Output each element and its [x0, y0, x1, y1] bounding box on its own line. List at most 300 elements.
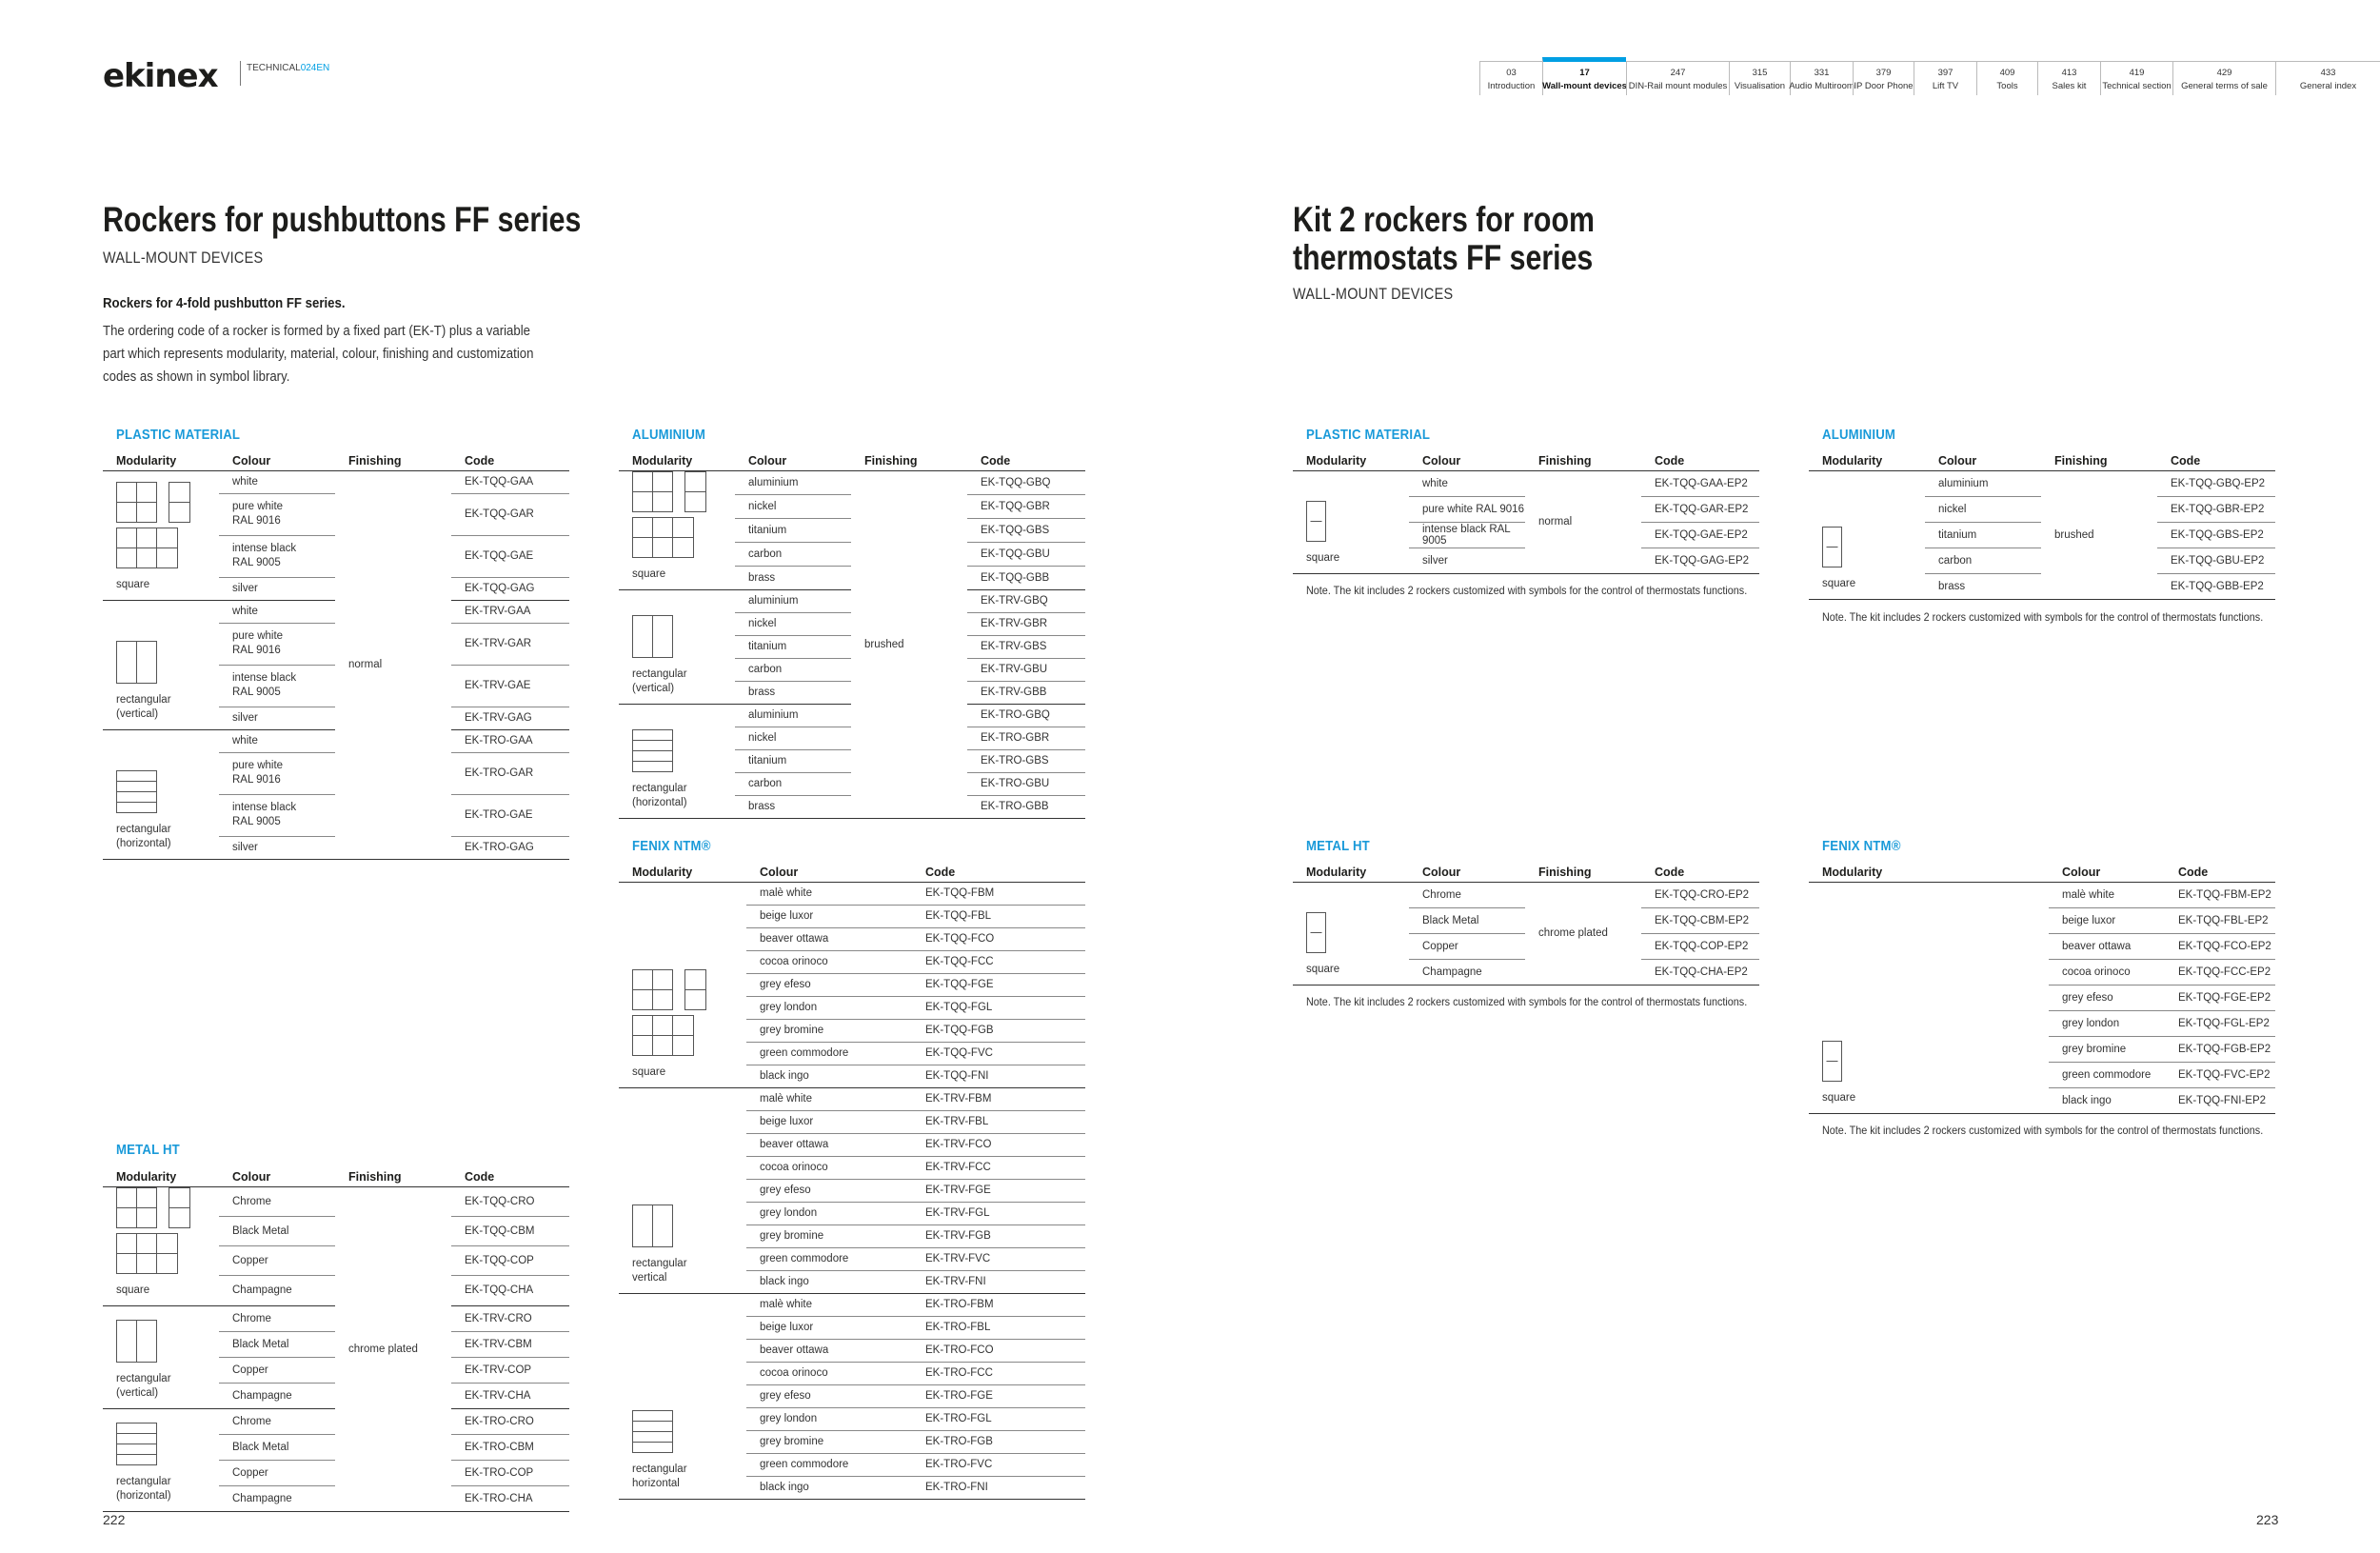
code-cell: EK-TRV-FCO — [912, 1133, 1085, 1156]
modularity-label: horizontal — [632, 1477, 680, 1489]
rectangular-horizontal-icon — [116, 770, 158, 814]
colour-label: aluminium — [748, 709, 799, 721]
colour-label: nickel — [748, 732, 777, 744]
colour-cell — [746, 1384, 912, 1407]
modularity-label: vertical — [632, 1271, 667, 1284]
colour-cell — [746, 1430, 912, 1453]
colour-label: Chrome — [232, 1415, 271, 1427]
colour-label: carbon — [748, 778, 783, 789]
colour-label: beaver ottawa — [2062, 940, 2132, 952]
square-modularity-icon — [632, 969, 724, 1057]
code-cell: EK-TQQ-FCO — [912, 927, 1085, 950]
finishing-cell: normal — [335, 470, 451, 859]
column-header-finishing: Finishing — [851, 448, 967, 470]
table-kit-metal — [1293, 859, 1759, 986]
code-cell: EK-TRO-FVC — [912, 1453, 1085, 1476]
rectangular-horizontal-icon — [632, 729, 674, 773]
code-cell: EK-TRO-FBL — [912, 1316, 1085, 1339]
colour-label: grey bromine — [2062, 1043, 2127, 1055]
colour-cell — [219, 470, 335, 493]
column-header-colour: Colour — [1925, 448, 2041, 470]
code-cell: EK-TQQ-FBL-EP2 — [2165, 907, 2275, 933]
column-header-colour: Colour — [1409, 859, 1525, 882]
colour-cell — [219, 1408, 335, 1434]
table-plastic — [103, 448, 569, 860]
colour-label: beaver ottawa — [760, 1344, 829, 1356]
modularity-label: (horizontal) — [116, 837, 171, 849]
nav-tab-number: 17 — [1579, 68, 1590, 78]
code-cell: EK-TRO-GBB — [967, 795, 1085, 818]
code-cell: EK-TQQ-FVC-EP2 — [2165, 1062, 2275, 1087]
colour-cell — [219, 493, 335, 535]
colour-cell — [2049, 959, 2165, 985]
table-row — [103, 470, 569, 493]
colour-cell — [219, 1331, 335, 1357]
colour-label: aluminium — [1938, 477, 1989, 489]
colour-cell — [735, 589, 851, 612]
colour-cell — [219, 1460, 335, 1485]
colour-cell — [746, 1156, 912, 1179]
modularity-label: rectangular — [116, 1475, 171, 1487]
column-header-code: Code — [451, 448, 569, 470]
modularity-label: rectangular — [116, 693, 171, 706]
colour-cell — [746, 1110, 912, 1133]
page-subtitle-right: WALL-MOUNT DEVICES — [1293, 285, 1454, 303]
single-rocker-icon — [1822, 527, 1843, 568]
code-cell: EK-TRV-FVC — [912, 1247, 1085, 1270]
section-title-kit-plastic: PLASTIC MATERIAL — [1306, 427, 1431, 443]
code-cell: EK-TQQ-CHA — [451, 1276, 569, 1305]
nav-tab-6[interactable] — [1914, 62, 1976, 95]
column-header-modularity: Modularity — [1293, 448, 1409, 470]
colour-label: black ingo — [760, 1070, 809, 1082]
colour-cell — [2049, 882, 2165, 907]
colour-label: white — [232, 735, 258, 747]
code-cell: EK-TQQ-GAG — [451, 577, 569, 600]
colour-label: beige luxor — [760, 910, 814, 922]
code-cell: EK-TRV-GBQ — [967, 589, 1085, 612]
column-header-modularity: Modularity — [619, 859, 746, 882]
nav-tab-label: Lift TV — [1932, 81, 1959, 91]
code-cell: EK-TQQ-FGL-EP2 — [2165, 1010, 2275, 1036]
colour-cell — [1925, 496, 2041, 522]
modularity-icon-wrap — [116, 770, 219, 819]
colour-cell — [219, 600, 335, 623]
colour-label-part: pure white — [232, 501, 284, 512]
column-header-colour: Colour — [1409, 448, 1525, 470]
colour-label: Chrome — [1422, 888, 1461, 901]
colour-cell — [735, 518, 851, 542]
colour-label: white — [232, 606, 258, 617]
colour-cell — [2049, 1062, 2165, 1087]
nav-tab-4[interactable] — [1790, 62, 1853, 95]
nav-tab-label: General terms of sale — [2181, 81, 2268, 91]
colour-cell — [219, 794, 335, 836]
colour-label: beige luxor — [2062, 914, 2116, 926]
code-cell: EK-TRO-GAA — [451, 729, 569, 752]
nav-tab-11[interactable] — [2275, 62, 2380, 95]
colour-label: grey london — [760, 1002, 818, 1013]
rectangular-horizontal-icon — [632, 1410, 674, 1454]
page-title-right-line1: Kit 2 rockers for room — [1293, 200, 1595, 239]
nav-tab-9[interactable] — [2100, 62, 2172, 95]
colour-label: white — [1422, 477, 1448, 489]
code-cell: EK-TQQ-CRO-EP2 — [1641, 882, 1759, 907]
code-cell: EK-TQQ-GBB — [967, 566, 1085, 589]
finishing-cell: chrome plated — [1525, 882, 1641, 985]
modularity-cell — [103, 1408, 219, 1511]
modularity-label: rectangular — [632, 1463, 687, 1475]
colour-label: green commodore — [760, 1047, 849, 1059]
colour-cell — [746, 1247, 912, 1270]
modularity-cell — [103, 1305, 219, 1408]
nav-tab-label: Audio Multiroom — [1789, 81, 1854, 91]
code-cell: EK-TQQ-GAR — [451, 493, 569, 535]
colour-label-part: intense black — [232, 802, 297, 813]
table-fenix — [619, 859, 1085, 1500]
modularity-label: (vertical) — [116, 1386, 159, 1399]
colour-cell — [735, 749, 851, 772]
column-header-code: Code — [1641, 859, 1759, 882]
colour-label: silver — [232, 842, 258, 853]
colour-cell — [219, 1186, 335, 1216]
colour-label: carbon — [748, 548, 783, 560]
colour-cell — [1409, 548, 1525, 573]
table-row — [103, 1186, 569, 1216]
colour-cell — [219, 836, 335, 859]
code-cell: EK-TRO-FGL — [912, 1407, 1085, 1430]
colour-label: Champagne — [1422, 966, 1482, 978]
code-cell: EK-TRO-FNI — [912, 1476, 1085, 1499]
modularity-label: square — [1822, 1091, 1856, 1104]
table-row — [619, 1293, 1085, 1316]
colour-cell — [735, 681, 851, 704]
nav-tab-label: General index — [2299, 81, 2357, 91]
table-note: Note. The kit includes 2 rockers customized with symbols for the control of thermostats functions. — [1306, 584, 1748, 597]
colour-cell — [219, 729, 335, 752]
colour-label: Black Metal — [232, 1338, 289, 1350]
square-modularity-icon — [116, 482, 208, 569]
code-cell: EK-TQQ-GAE — [451, 535, 569, 577]
colour-cell — [735, 772, 851, 795]
code-cell: EK-TQQ-GBS — [967, 518, 1085, 542]
colour-label: cocoa orinoco — [2062, 966, 2131, 978]
square-modularity-icon — [632, 471, 724, 559]
colour-label: grey bromine — [760, 1436, 824, 1447]
code-cell: EK-TQQ-GAE-EP2 — [1641, 522, 1759, 548]
table-kit-fenix — [1809, 859, 2275, 1114]
colour-cell — [219, 1357, 335, 1383]
colour-label: malè white — [2062, 888, 2114, 901]
modularity-cell — [619, 704, 735, 818]
colour-cell — [746, 1019, 912, 1042]
colour-label: titanium — [1938, 528, 1977, 541]
colour-label: carbon — [748, 664, 783, 675]
code-cell: EK-TQQ-GBR — [967, 494, 1085, 518]
colour-label: Black Metal — [232, 1441, 289, 1453]
colour-cell — [1409, 959, 1525, 985]
column-header-code: Code — [912, 859, 1085, 882]
code-cell: EK-TRV-GBR — [967, 612, 1085, 635]
nav-tab-5[interactable] — [1853, 62, 1914, 95]
colour-cell — [1409, 522, 1525, 548]
colour-label: silver — [232, 583, 258, 594]
modularity-label: rectangular — [632, 1257, 687, 1269]
colour-cell — [746, 1133, 912, 1156]
colour-label-part: RAL 9005 — [232, 687, 281, 698]
column-header-code: Code — [967, 448, 1085, 470]
code-cell: EK-TQQ-FBM-EP2 — [2165, 882, 2275, 907]
code-cell: EK-TRO-FCC — [912, 1362, 1085, 1384]
code-cell: EK-TRV-FGB — [912, 1224, 1085, 1247]
chapter-nav — [1479, 61, 2380, 95]
nav-tab-number: 413 — [2061, 68, 2077, 78]
modularity-cell — [103, 470, 219, 600]
code-cell: EK-TQQ-GBR-EP2 — [2157, 496, 2275, 522]
code-cell: EK-TRO-FCO — [912, 1339, 1085, 1362]
colour-cell — [1409, 496, 1525, 522]
colour-label: green commodore — [2062, 1068, 2152, 1081]
colour-cell — [735, 494, 851, 518]
code-cell: EK-TRO-GBU — [967, 772, 1085, 795]
modularity-icon-wrap — [632, 1410, 746, 1459]
nav-tab-label: Tools — [1996, 81, 2018, 91]
colour-label-part: RAL 9005 — [232, 816, 281, 827]
code-cell: EK-TQQ-GBB-EP2 — [2157, 573, 2275, 599]
colour-label: grey bromine — [760, 1025, 824, 1036]
colour-label: Champagne — [232, 1284, 292, 1297]
code-cell: EK-TRO-CHA — [451, 1485, 569, 1511]
modularity-label: square — [1306, 963, 1340, 975]
column-header-finishing: Finishing — [1525, 448, 1641, 470]
nav-tab-label: DIN-Rail mount modules — [1628, 81, 1728, 91]
modularity-label: (vertical) — [116, 707, 159, 720]
modularity-cell — [1293, 470, 1409, 573]
colour-label-part: RAL 9016 — [232, 774, 281, 786]
code-cell: EK-TQQ-CHA-EP2 — [1641, 959, 1759, 985]
colour-cell — [2049, 1087, 2165, 1113]
colour-cell — [735, 470, 851, 494]
finishing-cell: brushed — [851, 470, 967, 818]
finishing-cell: chrome plated — [335, 1186, 451, 1511]
code-cell: EK-TQQ-CBM — [451, 1216, 569, 1245]
code-cell: EK-TRO-GAE — [451, 794, 569, 836]
rectangular-vertical-icon — [116, 1320, 158, 1364]
nav-tab-label: Visualisation — [1734, 81, 1786, 91]
colour-cell — [219, 577, 335, 600]
nav-tab-label: Technical section — [2102, 81, 2172, 91]
nav-tab-0[interactable] — [1479, 62, 1542, 95]
colour-label: nickel — [1938, 503, 1967, 515]
column-header-colour: Colour — [735, 448, 851, 470]
colour-label: white — [232, 476, 258, 488]
square-modularity-icon — [116, 1187, 208, 1275]
code-cell: EK-TRV-FGE — [912, 1179, 1085, 1202]
modularity-label: (horizontal) — [116, 1489, 171, 1502]
code-cell: EK-TRV-GBS — [967, 635, 1085, 658]
nav-tab-label: Introduction — [1487, 81, 1536, 91]
colour-cell — [746, 1362, 912, 1384]
colour-label: malè white — [760, 1093, 812, 1105]
table-metal — [103, 1164, 569, 1512]
colour-label-part: pure white — [232, 760, 284, 771]
colour-cell — [219, 1305, 335, 1331]
colour-label: carbon — [1938, 554, 1973, 567]
modularity-cell — [103, 600, 219, 729]
modularity-label: square — [632, 1065, 666, 1078]
colour-cell — [1409, 882, 1525, 907]
nav-tab-label: IP Door Phone — [1854, 81, 1914, 91]
nav-tab-7[interactable] — [1976, 62, 2037, 95]
code-cell: EK-TQQ-COP — [451, 1246, 569, 1276]
nav-tab-8[interactable] — [2037, 62, 2100, 95]
page-number-left: 222 — [103, 1512, 126, 1527]
table-row — [1293, 470, 1759, 496]
colour-cell — [2049, 1010, 2165, 1036]
colour-label: black ingo — [760, 1276, 809, 1287]
colour-label: Copper — [1422, 940, 1458, 952]
ekinex-logo: ekinex — [103, 57, 218, 95]
code-cell: EK-TQQ-GAA — [451, 470, 569, 493]
colour-cell — [219, 535, 335, 577]
modularity-icon-wrap — [1822, 527, 1925, 573]
nav-tab-label: Sales kit — [2052, 81, 2087, 91]
nav-tab-10[interactable] — [2172, 62, 2275, 95]
table-row — [1809, 470, 2275, 496]
code-cell: EK-TRO-GBQ — [967, 704, 1085, 727]
colour-cell — [219, 1216, 335, 1245]
table-row — [1809, 882, 2275, 907]
colour-cell — [219, 1383, 335, 1408]
code-cell: EK-TRV-GAR — [451, 623, 569, 665]
code-cell: EK-TQQ-GBQ-EP2 — [2157, 470, 2275, 496]
modularity-cell — [619, 1293, 746, 1499]
colour-cell — [219, 752, 335, 794]
rectangular-vertical-icon — [116, 641, 158, 685]
colour-label: intense black RAL 9005 — [1422, 523, 1511, 547]
colour-cell — [735, 795, 851, 818]
nav-tab-number: 247 — [1670, 68, 1686, 78]
colour-cell — [735, 704, 851, 727]
colour-cell — [219, 1246, 335, 1276]
colour-cell — [746, 973, 912, 996]
colour-label: grey efeso — [760, 979, 811, 990]
code-cell: EK-TRO-COP — [451, 1460, 569, 1485]
code-cell: EK-TRO-FGB — [912, 1430, 1085, 1453]
modularity-label: square — [116, 578, 150, 590]
colour-label: Copper — [232, 1255, 268, 1267]
table-row — [619, 1087, 1085, 1110]
colour-cell — [746, 950, 912, 973]
table-note: Note. The kit includes 2 rockers customized with symbols for the control of thermostats functions. — [1822, 1124, 2264, 1137]
colour-label: grey bromine — [760, 1230, 824, 1242]
column-header-finishing: Finishing — [335, 1164, 451, 1186]
colour-cell — [735, 635, 851, 658]
modularity-cell — [619, 1087, 746, 1293]
modularity-label: rectangular — [632, 782, 687, 794]
table-note: Note. The kit includes 2 rockers customized with symbols for the control of thermostats functions. — [1306, 995, 1748, 1008]
colour-cell — [735, 566, 851, 589]
code-cell: EK-TRV-CHA — [451, 1383, 569, 1408]
section-title-metal: METAL HT — [116, 1142, 180, 1158]
page-subtitle-left: WALL-MOUNT DEVICES — [103, 249, 264, 267]
modularity-label: square — [116, 1284, 150, 1296]
colour-cell — [1409, 470, 1525, 496]
table-note: Note. The kit includes 2 rockers customized with symbols for the control of thermostats functions. — [1822, 610, 2264, 624]
logo-subtitle — [247, 63, 329, 73]
column-header-code: Code — [2157, 448, 2275, 470]
modularity-icon-wrap — [116, 641, 219, 689]
colour-label: beige luxor — [760, 1322, 814, 1333]
colour-label: grey efeso — [760, 1390, 811, 1402]
colour-label: black ingo — [760, 1482, 809, 1493]
table-kit-plastic — [1293, 448, 1759, 574]
colour-cell — [746, 1087, 912, 1110]
colour-label: malè white — [760, 1299, 812, 1310]
modularity-label: rectangular — [632, 667, 687, 680]
page-title-left: Rockers for pushbuttons FF series — [103, 200, 582, 239]
column-header-colour: Colour — [746, 859, 912, 882]
modularity-cell — [619, 589, 735, 704]
modularity-label: (horizontal) — [632, 796, 687, 808]
modularity-icon-wrap — [632, 1205, 746, 1253]
code-cell: EK-TQQ-FGE — [912, 973, 1085, 996]
column-header-finishing: Finishing — [335, 448, 451, 470]
modularity-label: square — [1822, 577, 1856, 589]
colour-cell — [746, 927, 912, 950]
colour-cell — [219, 665, 335, 707]
colour-cell — [746, 1316, 912, 1339]
code-cell: EK-TRO-CRO — [451, 1408, 569, 1434]
modularity-cell — [103, 1186, 219, 1305]
table-row — [619, 882, 1085, 905]
colour-label-part: intense black — [232, 543, 297, 554]
colour-cell — [1409, 907, 1525, 933]
colour-label: silver — [232, 712, 258, 724]
single-rocker-icon — [1306, 912, 1327, 954]
colour-label-part: intense black — [232, 672, 297, 684]
code-cell: EK-TQQ-FBL — [912, 905, 1085, 927]
colour-label: green commodore — [760, 1459, 849, 1470]
nav-tab-3[interactable] — [1729, 62, 1790, 95]
code-cell: EK-TQQ-GBU-EP2 — [2157, 548, 2275, 573]
column-header-finishing: Finishing — [2041, 448, 2157, 470]
colour-label: titanium — [748, 641, 787, 652]
code-cell: EK-TRO-FGE — [912, 1384, 1085, 1407]
section-title-kit-fenix: FENIX NTM® — [1822, 838, 1901, 854]
column-header-modularity: Modularity — [103, 1164, 219, 1186]
code-cell: EK-TQQ-GAR-EP2 — [1641, 496, 1759, 522]
section-title-kit-aluminium: ALUMINIUM — [1822, 427, 1896, 443]
nav-tab-1[interactable] — [1542, 57, 1626, 95]
colour-cell — [746, 1224, 912, 1247]
colour-label: Black Metal — [232, 1224, 289, 1237]
code-cell: EK-TQQ-GBS-EP2 — [2157, 522, 2275, 548]
modularity-cell — [619, 470, 735, 589]
page-number-right: 223 — [2256, 1512, 2279, 1527]
colour-label: titanium — [748, 755, 787, 767]
table-row — [1293, 882, 1759, 907]
logo-sub-code: 024EN — [300, 63, 330, 73]
nav-tab-2[interactable] — [1626, 62, 1729, 95]
colour-cell — [746, 1476, 912, 1499]
colour-label: cocoa orinoco — [760, 1367, 828, 1379]
colour-label: grey london — [2062, 1017, 2120, 1029]
nav-tab-number: 315 — [1752, 68, 1768, 78]
code-cell: EK-TQQ-FGE-EP2 — [2165, 985, 2275, 1010]
nav-tab-number: 429 — [2216, 68, 2232, 78]
code-cell: EK-TQQ-FCC — [912, 950, 1085, 973]
